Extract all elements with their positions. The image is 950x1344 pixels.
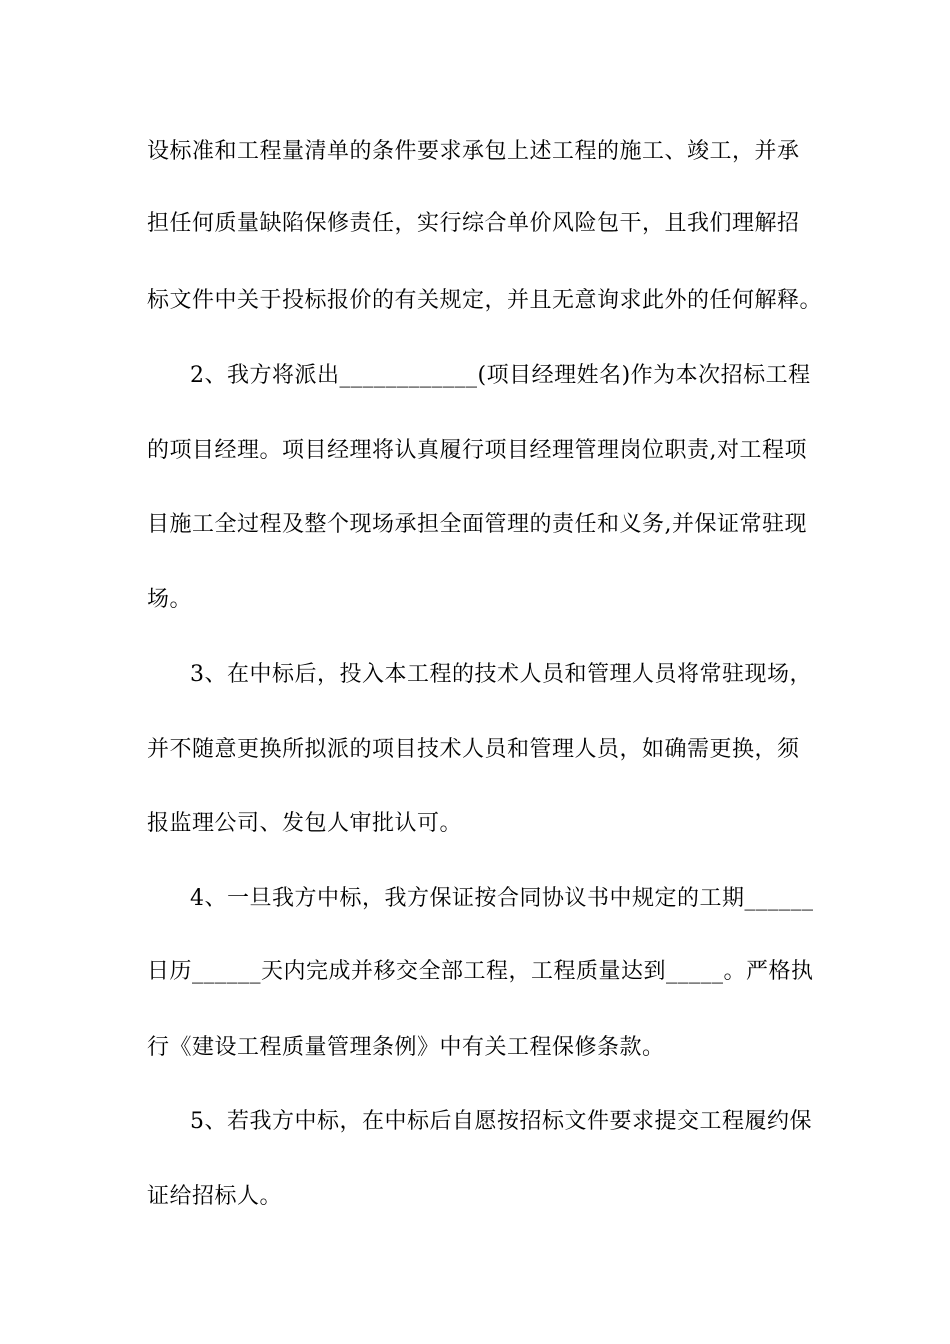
- paragraph-2-line-3: 目施工全过程及整个现场承担全面管理的责任和义务,并保证常驻现: [147, 512, 807, 537]
- paragraph-1-line-1: 设标准和工程量清单的条件要求承包上述工程的施工、竣工，并承: [147, 139, 800, 164]
- paragraph-3-line-1: 3、在中标后，投入本工程的技术人员和管理人员将常驻现场，: [190, 662, 812, 687]
- paragraph-2-line-2: 的项目经理。项目经理将认真履行项目经理管理岗位职责,对工程项: [147, 438, 807, 463]
- paragraph-2-line-1: 2、我方将派出____________(项目经理姓名)作为本次招标工程: [190, 363, 811, 388]
- paragraph-4-line-1: 4、一旦我方中标，我方保证按合同协议书中规定的工期______: [190, 886, 814, 911]
- paragraph-1-line-3: 标文件中关于投标报价的有关规定，并且无意询求此外的任何解释。: [147, 288, 823, 313]
- paragraph-1-line-2: 担任何质量缺陷保修责任，实行综合单价风险包干，且我们理解招: [147, 211, 800, 236]
- paragraph-5-line-1: 5、若我方中标，在中标后自愿按招标文件要求提交工程履约保: [190, 1109, 812, 1134]
- paragraph-4-line-2: 日历______天内完成并移交全部工程，工程质量达到_____。严格执: [147, 959, 814, 984]
- paragraph-5-line-2: 证给招标人。: [147, 1184, 283, 1209]
- paragraph-4-line-3: 行《建设工程质量管理条例》中有关工程保修条款。: [147, 1035, 665, 1060]
- paragraph-2-line-4: 场。: [147, 587, 193, 612]
- paragraph-3-line-2: 并不随意更换所拟派的项目技术人员和管理人员，如确需更换，须: [147, 737, 800, 762]
- paragraph-3-line-3: 报监理公司、发包人审批认可。: [147, 811, 463, 836]
